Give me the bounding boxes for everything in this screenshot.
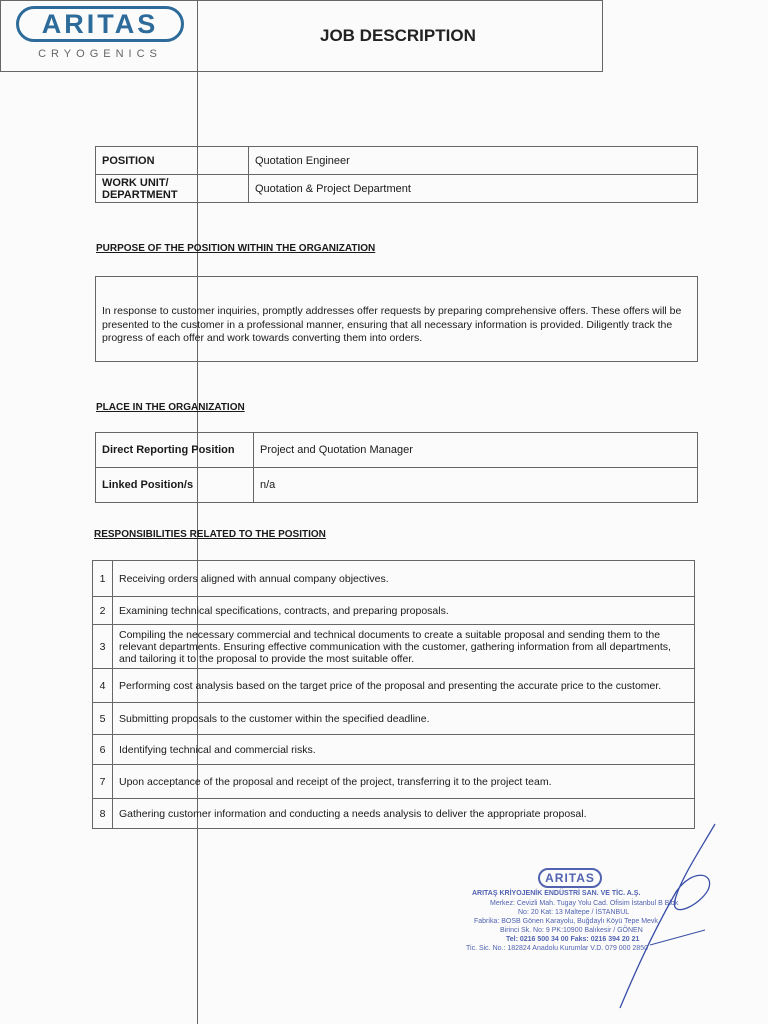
table-row xyxy=(96,433,698,468)
item-number: 2 xyxy=(93,597,113,625)
table-row xyxy=(93,625,695,669)
position-table xyxy=(95,146,698,203)
aritas-logo xyxy=(10,4,190,66)
item-text: Compiling the necessary commercial and technical documents to create a suitable proposal and sending them to the relevant departments. Ensuring effective communication with the customer, gathering information from all departments, and tailoring it to the proposal to provide the most suitable offer. xyxy=(113,625,695,669)
table-row xyxy=(93,561,695,597)
direct-reporting-value: Project and Quotation Manager xyxy=(254,433,698,468)
stamp-line: Fabrika: BOSB Gönen Karayolu, Buğdaylı Köyü Tepe Mevk. xyxy=(474,918,660,925)
department-value: Quotation & Project Department xyxy=(249,175,698,203)
table-row xyxy=(96,147,698,175)
item-number: 7 xyxy=(93,765,113,799)
item-text: Performing cost analysis based on the target price of the proposal and presenting the accurate price to the customer. xyxy=(113,669,695,703)
item-number: 5 xyxy=(93,703,113,735)
purpose-heading: PURPOSE OF THE POSITION WITHIN THE ORGANIZATION xyxy=(96,243,376,254)
document-title: JOB DESCRIPTION xyxy=(320,26,476,45)
table-row xyxy=(93,669,695,703)
responsibilities-table xyxy=(92,560,695,829)
stamp-line: Tic. Sic. No.: 182824 Anadolu Kurumlar V.D. 079 000 2850 xyxy=(466,945,648,952)
stamp-line: ARITAŞ KRİYOJENİK ENDÜSTRİ SAN. VE TİC. A.Ş. xyxy=(472,890,641,897)
item-text: Gathering customer information and conducting a needs analysis to deliver the appropriate proposal. xyxy=(113,799,695,829)
item-text: Upon acceptance of the proposal and receipt of the project, transferring it to the project team. xyxy=(113,765,695,799)
stamp-logo: ARITAS xyxy=(538,868,602,888)
item-text: Identifying technical and commercial risks. xyxy=(113,735,695,765)
stamp-line: Merkez: Cevizli Mah. Tugay Yolu Cad. Ofisim İstanbul B Blok xyxy=(490,900,679,907)
item-number: 8 xyxy=(93,799,113,829)
table-row xyxy=(93,765,695,799)
document-header xyxy=(0,0,603,72)
stamp-line: Birinci Sk. No: 9 PK:10900 Balıkesir / GÖNEN xyxy=(500,927,643,934)
item-text: Examining technical specifications, contracts, and preparing proposals. xyxy=(113,597,695,625)
table-row xyxy=(96,175,698,203)
item-number: 4 xyxy=(93,669,113,703)
direct-reporting-label: Direct Reporting Position xyxy=(96,433,254,468)
table-row xyxy=(93,703,695,735)
position-value: Quotation Engineer xyxy=(249,147,698,175)
company-stamp xyxy=(460,820,730,1010)
linked-position-label: Linked Position/s xyxy=(96,468,254,503)
stamp-line: No: 20 Kat: 13 Maltepe / İSTANBUL xyxy=(518,909,630,916)
signature-icon xyxy=(580,820,730,1010)
table-row xyxy=(93,597,695,625)
place-heading: PLACE IN THE ORGANIZATION xyxy=(96,402,245,413)
table-row xyxy=(93,735,695,765)
item-number: 1 xyxy=(93,561,113,597)
logo-wordmark: ARITAS xyxy=(16,6,184,42)
table-row xyxy=(96,468,698,503)
linked-position-value: n/a xyxy=(254,468,698,503)
department-label: WORK UNIT/ DEPARTMENT xyxy=(96,175,249,203)
item-text: Receiving orders aligned with annual company objectives. xyxy=(113,561,695,597)
purpose-box xyxy=(95,276,698,362)
item-number: 6 xyxy=(93,735,113,765)
item-text: Submitting proposals to the customer within the specified deadline. xyxy=(113,703,695,735)
place-table xyxy=(95,432,698,503)
logo-subtitle: CRYOGENICS xyxy=(38,48,162,60)
position-label: POSITION xyxy=(96,147,249,175)
stamp-line: Tel: 0216 500 34 00 Faks: 0216 394 20 21 xyxy=(506,936,640,943)
purpose-text: In response to customer inquiries, promptly addresses offer requests by preparing comprehensive offers. These offers will be presented to the customer in a professional manner, ensuring that all necessary information is provided. Diligently track the progress of each offer and work towards converting them into orders. xyxy=(102,305,682,344)
responsibilities-heading: RESPONSIBILITIES RELATED TO THE POSITION xyxy=(94,529,326,540)
item-number: 3 xyxy=(93,625,113,669)
